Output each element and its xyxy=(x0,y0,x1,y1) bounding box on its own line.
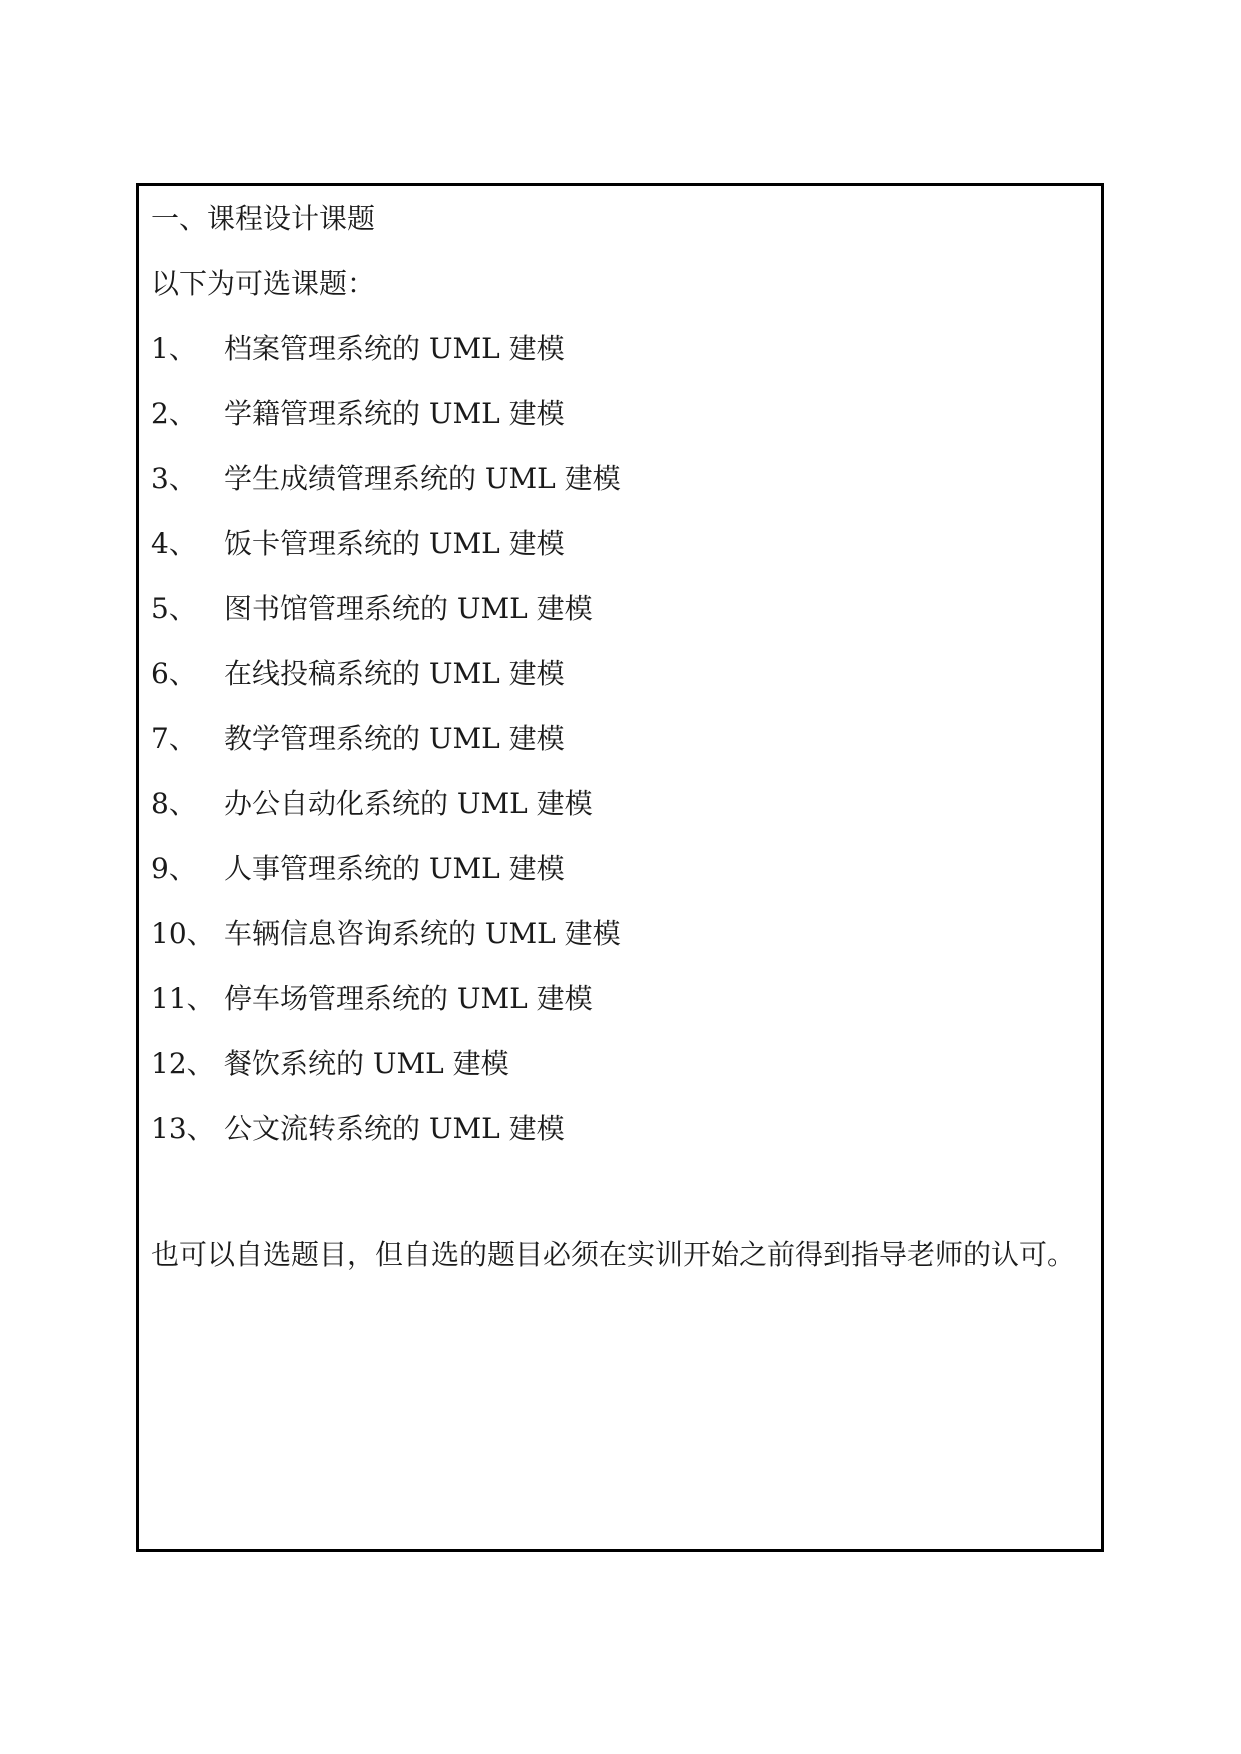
topic-number: 13、 xyxy=(151,1112,215,1145)
topic-item xyxy=(151,461,621,497)
topic-item xyxy=(151,526,565,562)
topic-text: 车辆信息咨询系统的 UML 建模 xyxy=(224,917,621,950)
topic-text: 饭卡管理系统的 UML 建模 xyxy=(224,527,565,560)
topic-number: 8、 xyxy=(151,787,197,820)
topic-item xyxy=(151,786,593,822)
topic-number: 10、 xyxy=(151,917,215,950)
topic-text: 档案管理系统的 UML 建模 xyxy=(224,332,565,365)
topic-text: 学生成绩管理系统的 UML 建模 xyxy=(224,462,621,495)
topic-number: 1、 xyxy=(151,332,197,365)
topic-text: 餐饮系统的 UML 建模 xyxy=(224,1047,509,1080)
topic-number: 7、 xyxy=(151,722,197,755)
topic-number: 5、 xyxy=(151,592,197,625)
topic-number: 2、 xyxy=(151,397,197,430)
topic-text: 公文流转系统的 UML 建模 xyxy=(224,1112,565,1145)
topic-item xyxy=(151,1046,509,1082)
topic-text: 办公自动化系统的 UML 建模 xyxy=(224,787,593,820)
topic-item xyxy=(151,916,621,952)
topic-number: 12、 xyxy=(151,1047,215,1080)
topic-text: 在线投稿系统的 UML 建模 xyxy=(224,657,565,690)
topic-number: 3、 xyxy=(151,462,197,495)
topic-number: 4、 xyxy=(151,527,197,560)
topic-number: 6、 xyxy=(151,657,197,690)
topic-item xyxy=(151,851,565,887)
topic-item xyxy=(151,591,593,627)
section-title: 一、课程设计课题 xyxy=(151,202,376,235)
topic-number: 11、 xyxy=(151,982,215,1015)
topic-text: 人事管理系统的 UML 建模 xyxy=(224,852,565,885)
topic-text: 教学管理系统的 UML 建模 xyxy=(224,722,565,755)
intro-text: 以下为可选课题： xyxy=(151,267,376,300)
topic-text: 停车场管理系统的 UML 建模 xyxy=(224,982,593,1015)
topic-item xyxy=(151,396,565,432)
topic-item xyxy=(151,656,565,692)
topic-number: 9、 xyxy=(151,852,197,885)
note-text: 也可以自选题目，但自选的题目必须在实训开始之前得到指导老师的认可。 xyxy=(151,1238,1076,1271)
topic-item xyxy=(151,981,593,1017)
topic-text: 图书馆管理系统的 UML 建模 xyxy=(224,592,593,625)
topic-item xyxy=(151,721,565,757)
topic-text: 学籍管理系统的 UML 建模 xyxy=(224,397,565,430)
topic-item xyxy=(151,1111,565,1147)
topic-item xyxy=(151,331,565,367)
